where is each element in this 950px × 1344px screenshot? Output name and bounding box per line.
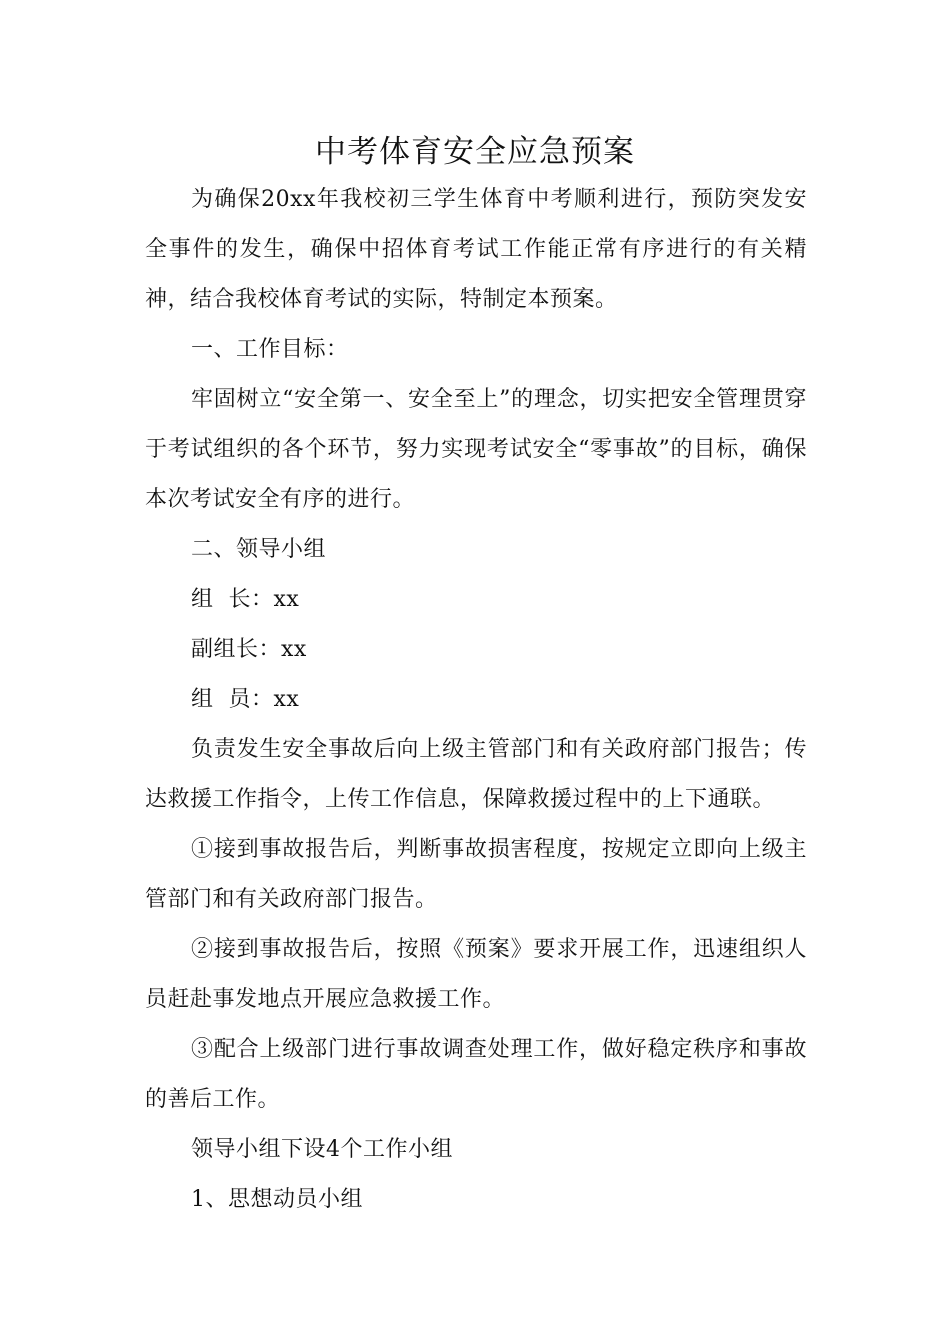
paragraph-subgroups: 领导小组下设4个工作小组 xyxy=(191,1137,453,1162)
leader-line: 组 长：xx xyxy=(191,587,300,612)
deputy-leader-line: 副组长：xx xyxy=(191,637,307,662)
paragraph-responsibility: 负责发生安全事故后向上级主管部门和有关政府部门报告；传达救援工作指令，上传工作信息，保障救援过程中的上下通联。 xyxy=(145,737,807,812)
list-item-2: ②接到事故报告后，按照《预案》要求开展工作，迅速组织人员赶赴事发地点开展应急救援工作。 xyxy=(145,937,807,1012)
subgroup-heading-1: 1、思想动员小组 xyxy=(191,1187,363,1212)
list-item-3: ③配合上级部门进行事故调查处理工作，做好稳定秩序和事故的善后工作。 xyxy=(145,1037,807,1112)
members-line: 组 员：xx xyxy=(191,687,300,712)
paragraph-intro: 为确保20xx年我校初三学生体育中考顺利进行，预防突发安全事件的发生，确保中招体育考试工作能正常有序进行的有关精神，结合我校体育考试的实际，特制定本预案。 xyxy=(145,187,807,312)
document-title: 中考体育安全应急预案 xyxy=(315,134,635,170)
document-body xyxy=(145,175,807,1225)
paragraph-goals: 牢固树立“安全第一、安全至上”的理念，切实把安全管理贯穿于考试组织的各个环节，努力实现考试安全“零事故”的目标，确保本次考试安全有序的进行。 xyxy=(145,387,807,512)
section-heading-goals: 一、工作目标： xyxy=(191,337,349,362)
section-heading-leadership: 二、领导小组 xyxy=(191,537,327,562)
list-item-1: ①接到事故报告后，判断事故损害程度，按规定立即向上级主管部门和有关政府部门报告。 xyxy=(145,837,807,912)
